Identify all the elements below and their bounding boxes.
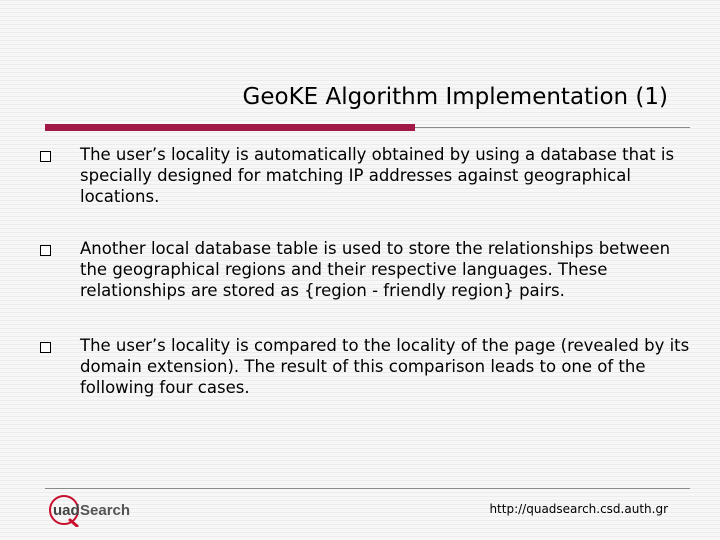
hollow-square-bullet-icon [40, 342, 51, 353]
bullet-text: Another local database table is used to store the relationships between the geographical regions and their respective languages. These relationships are stored as {region - friendly region} pairs. [80, 239, 671, 300]
svg-text:Search: Search [80, 502, 131, 519]
footer-url-link[interactable]: http://quadsearch.csd.auth.gr [489, 502, 668, 516]
bullet-text: The user’s locality is automatically obtained by using a database that is specially designed for matching IP addresses against geographical locations. [80, 145, 675, 206]
hollow-square-bullet-icon [40, 245, 51, 256]
hollow-square-bullet-icon [40, 151, 51, 162]
slide-title: GeoKE Algorithm Implementation (1) [242, 84, 668, 110]
title-underline [45, 124, 690, 132]
footer-divider [45, 488, 690, 489]
svg-text:uad: uad [53, 502, 80, 519]
bullet-text: The user’s locality is compared to the locality of the page (revealed by its domain extension). The result of this comparison leads to one of the following four cases. [80, 336, 690, 397]
title-underline-accent [45, 124, 415, 131]
quadsearch-logo [48, 493, 144, 527]
